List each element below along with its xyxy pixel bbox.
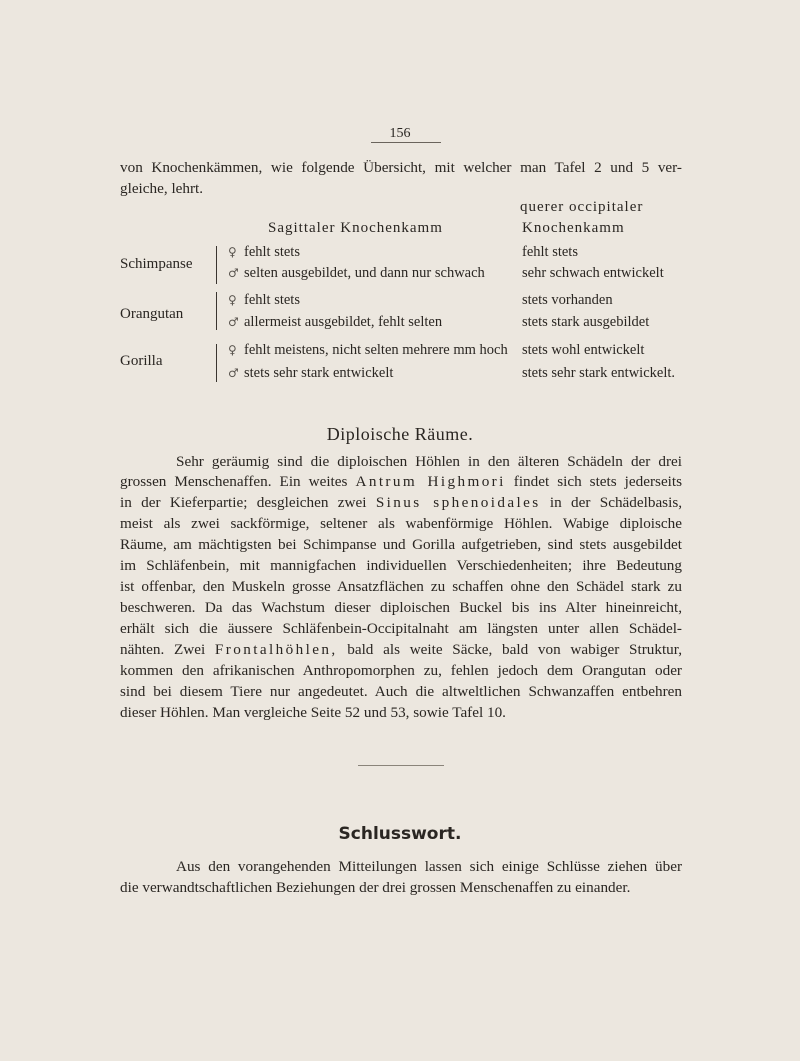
- paragraph-line: erhält sich die äussere Schläfenbein-Occipitalnaht am längsten unter allen Schädel-: [120, 620, 682, 637]
- paragraph-line: dieser Höhlen. Man vergleiche Seite 52 und 53, sowie Tafel 10.: [120, 704, 506, 721]
- male-symbol-icon: ♂: [228, 266, 239, 280]
- species-label: Schimpanse: [120, 256, 193, 272]
- intro-line: von Knochenkämmen, wie folgende Übersicht, mit welcher man Tafel 2 und 5 ver-: [120, 159, 682, 176]
- male-symbol-icon: ♂: [228, 315, 239, 329]
- female-symbol-icon: ♀: [228, 245, 237, 259]
- male-occipital-cell: stets sehr stark entwickelt.: [522, 365, 676, 381]
- section-divider: [358, 765, 444, 766]
- paragraph-line: Sehr geräumig sind die diploischen Höhlen in den älteren Schädeln der drei: [176, 453, 682, 470]
- brace: [216, 344, 222, 382]
- paragraph-line: in der Kieferpartie; desgleichen zwei Sinus sphenoidales in der Schädelbasis,: [120, 494, 683, 511]
- brace: [216, 292, 222, 330]
- male-sagittal-cell: ♂ stets sehr stark entwickelt: [228, 365, 394, 381]
- female-symbol-icon: ♀: [228, 293, 237, 307]
- paragraph-line: Aus den vorangehenden Mitteilungen lassen sich einige Schlüsse ziehen über: [176, 858, 682, 875]
- female-occipital-cell: fehlt stets: [522, 244, 578, 260]
- paragraph-line: sind bei diesem Tiere nur angedeutet. Auch die altweltlichen Schwanzaffen entbehren: [120, 683, 682, 700]
- male-symbol-icon: ♂: [228, 366, 239, 380]
- male-sagittal-cell: ♂ allermeist ausgebildet, fehlt selten: [228, 314, 443, 330]
- paragraph-line: kommen den afrikanischen Anthropomorphen zu, fehlen jedoch dem Orangutan oder: [120, 662, 682, 679]
- paragraph-line: nähten. Zwei Frontalhöhlen, bald als weite Säcke, bald von wabiger Struktur,: [120, 641, 682, 658]
- paragraph-line: beschweren. Da das Wachstum dieser diploischen Buckel bis ins Alter hineinreicht,: [120, 599, 682, 616]
- paragraph-line: grossen Menschenaffen. Ein weites Antrum Highmori findet sich stets jederseits: [120, 473, 683, 490]
- intro-line: gleiche, lehrt.: [120, 180, 204, 197]
- sagittal-heading: Sagittaler Knochenkamm: [268, 220, 443, 236]
- paragraph-line: im Schläfenbein, mit mannigfachen individuellen Verschiedenheiten; ihre Bedeutung: [120, 557, 682, 574]
- female-sagittal-cell: ♀ fehlt meistens, nicht selten mehrere mm hoch: [228, 342, 508, 358]
- paragraph-line: ist offenbar, den Muskeln grosse Ansatzflächen zu schaffen ohne den Schädel stark zu: [120, 578, 682, 595]
- page-number: 156: [389, 126, 411, 141]
- section-title: Diploische Räume.: [326, 424, 474, 444]
- paragraph-line: meist als zwei sackförmige, seltener als wabenförmige Höhlen. Wabige diploische: [120, 515, 682, 532]
- female-sagittal-cell: ♀ fehlt stets: [228, 244, 300, 260]
- species-label: Orangutan: [120, 306, 184, 322]
- male-sagittal-cell: ♂ selten ausgebildet, und dann nur schwach: [228, 265, 485, 281]
- section-title: Schlusswort.: [338, 824, 462, 844]
- female-symbol-icon: ♀: [228, 343, 237, 357]
- male-occipital-cell: stets stark ausgebildet: [522, 314, 650, 330]
- brace: [216, 246, 222, 284]
- paragraph-line: Räume, am mächtigsten bei Schimpanse und Gorilla aufgetrieben, sind stets ausgebildet: [120, 536, 682, 553]
- occipital-heading-line2: Knochenkamm: [522, 220, 625, 236]
- female-occipital-cell: stets vorhanden: [522, 292, 613, 308]
- female-occipital-cell: stets wohl entwickelt: [522, 342, 645, 358]
- male-occipital-cell: sehr schwach entwickelt: [522, 265, 664, 281]
- occipital-heading-line1: querer occipitaler: [520, 199, 644, 215]
- paragraph-line: die verwandtschaftlichen Beziehungen der drei grossen Menschenaffen zu einander.: [120, 879, 631, 896]
- species-label: Gorilla: [120, 353, 163, 369]
- page-number-rule: [371, 142, 441, 143]
- female-sagittal-cell: ♀ fehlt stets: [228, 292, 300, 308]
